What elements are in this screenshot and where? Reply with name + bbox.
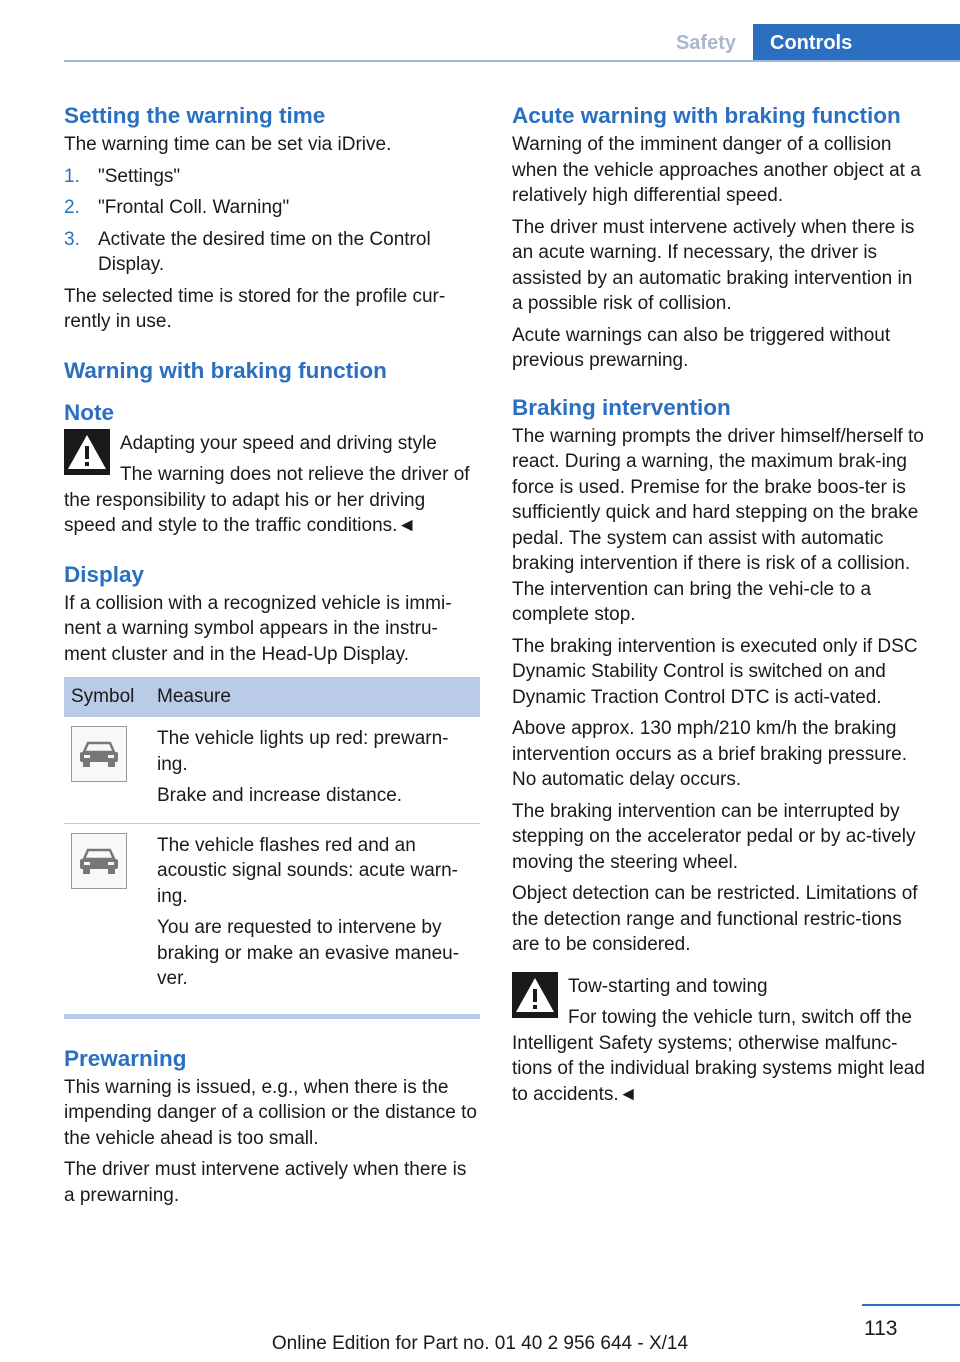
measure-text: Brake and increase distance. xyxy=(157,785,403,806)
setting-intro: The warning time can be set via iDrive. xyxy=(64,134,392,155)
symbol-measure-table xyxy=(64,677,480,1006)
intervention-text: Above approx. 130 mph/210 km/h the braking intervention occurs as a brief braking pressure. No automatic delay occurs. xyxy=(512,718,907,790)
column-header-measure: Measure xyxy=(150,677,480,717)
car-warning-icon xyxy=(71,726,127,782)
intervention-text: The braking intervention can be interrupted by stepping on the accelerator pedal or by ac‐tively moving the steering wheel. xyxy=(512,800,916,873)
tab-controls[interactable]: Controls xyxy=(753,24,960,62)
prewarning-text: This warning is issued, e.g., when there is the impending danger of a collision or the distance to the vehicle ahead is too small. xyxy=(64,1076,477,1149)
display-text: If a collision with a recognized vehicle is immi‐nent a warning symbol appears in the instru‐ment cluster and in the Head-Up Display. xyxy=(64,592,452,665)
note-warning-title: Adapting your speed and driving style xyxy=(120,432,437,454)
footer-divider xyxy=(862,1304,960,1306)
left-column xyxy=(64,100,480,1214)
prewarning-heading: Prewarning xyxy=(64,1045,187,1071)
tow-warning-title: Tow-starting and towing xyxy=(568,975,768,997)
measure-text: The vehicle flashes red and an acoustic signal sounds: acute warn‐ing. xyxy=(157,834,458,907)
acute-warning-heading: Acute warning with braking function xyxy=(512,103,901,128)
note-warning-block xyxy=(64,429,480,539)
table-row xyxy=(64,823,480,1006)
table-row xyxy=(64,717,480,823)
tow-warning-body: For towing the vehicle turn, switch off the Intelligent Safety systems; otherwise malfunc‐tions of the individual braking systems might lead to accidents.◄ xyxy=(512,1007,925,1105)
step-text: Activate the desired time on the Control Display. xyxy=(98,228,431,275)
list-item xyxy=(64,195,480,221)
warning-triangle-icon xyxy=(512,972,558,1018)
settings-steps-list xyxy=(64,164,480,278)
right-column xyxy=(512,100,928,1107)
header-tabs xyxy=(659,24,960,62)
step-text: "Settings" xyxy=(98,165,181,187)
measure-text: You are requested to intervene by braking or make an evasive maneu‐ver. xyxy=(157,917,460,989)
note-warning-body: The warning does not relieve the driver of the responsibility to adapt his or her driving speed and style to the traffic conditions.◄ xyxy=(64,464,470,536)
acute-text: The driver must intervene actively when there is an acute warning. If necessary, the driver is assisted by an automatic braking intervention in a possible risk of collision. xyxy=(512,216,915,314)
edition-footer: Online Edition for Part no. 01 40 2 956 644 - X/14 xyxy=(271,1333,689,1354)
braking-function-heading: Warning with braking function xyxy=(64,357,387,383)
acute-text: Acute warnings can also be triggered without previous prewarning. xyxy=(512,324,891,371)
step-number: 2. xyxy=(64,197,80,218)
page-number: 113 xyxy=(864,1317,898,1340)
step-number: 1. xyxy=(64,165,80,187)
warning-triangle-icon xyxy=(64,429,110,475)
step-number: 3. xyxy=(64,228,80,250)
car-warning-icon xyxy=(71,833,127,889)
intervention-text: The warning prompts the driver himself/herself to react. During a warning, the maximum brak‐ing force is used. Premise for the brake boos‐ter is sufficiently quick and hard stepping on the brake pedal. The system can assist with automatic braking intervention if there is risk of a collision. The intervention can bring the vehi‐cle to a complete stop. xyxy=(512,425,924,625)
list-item xyxy=(64,227,480,278)
prewarning-text: The driver must intervene actively when there is a prewarning. xyxy=(64,1159,467,1206)
measure-text: The vehicle lights up red: prewarn‐ing. xyxy=(157,728,449,775)
list-item xyxy=(64,164,480,190)
intervention-text: Object detection can be restricted. Limitations of the detection range and functional restric‐tions are to be considered. xyxy=(512,883,918,955)
step-text: "Frontal Coll. Warning" xyxy=(98,197,290,218)
stored-text: The selected time is stored for the profile cur‐rently in use. xyxy=(64,285,446,332)
header-divider xyxy=(64,60,960,62)
braking-intervention-heading: Braking intervention xyxy=(512,394,731,420)
tab-safety[interactable]: Safety xyxy=(659,24,753,62)
tow-warning-block xyxy=(512,972,928,1108)
intervention-text: The braking intervention is executed only if DSC Dynamic Stability Control is switched on and Dynamic Traction Control DTC is acti‐vated. xyxy=(512,635,918,708)
display-heading: Display xyxy=(64,561,145,587)
column-header-symbol: Symbol xyxy=(64,677,150,717)
setting-warning-time-heading: Setting the warning time xyxy=(64,103,326,128)
acute-text: Warning of the imminent danger of a collision when the vehicle approaches another object at a relatively high differential speed. xyxy=(512,134,921,206)
note-heading: Note xyxy=(64,399,114,425)
